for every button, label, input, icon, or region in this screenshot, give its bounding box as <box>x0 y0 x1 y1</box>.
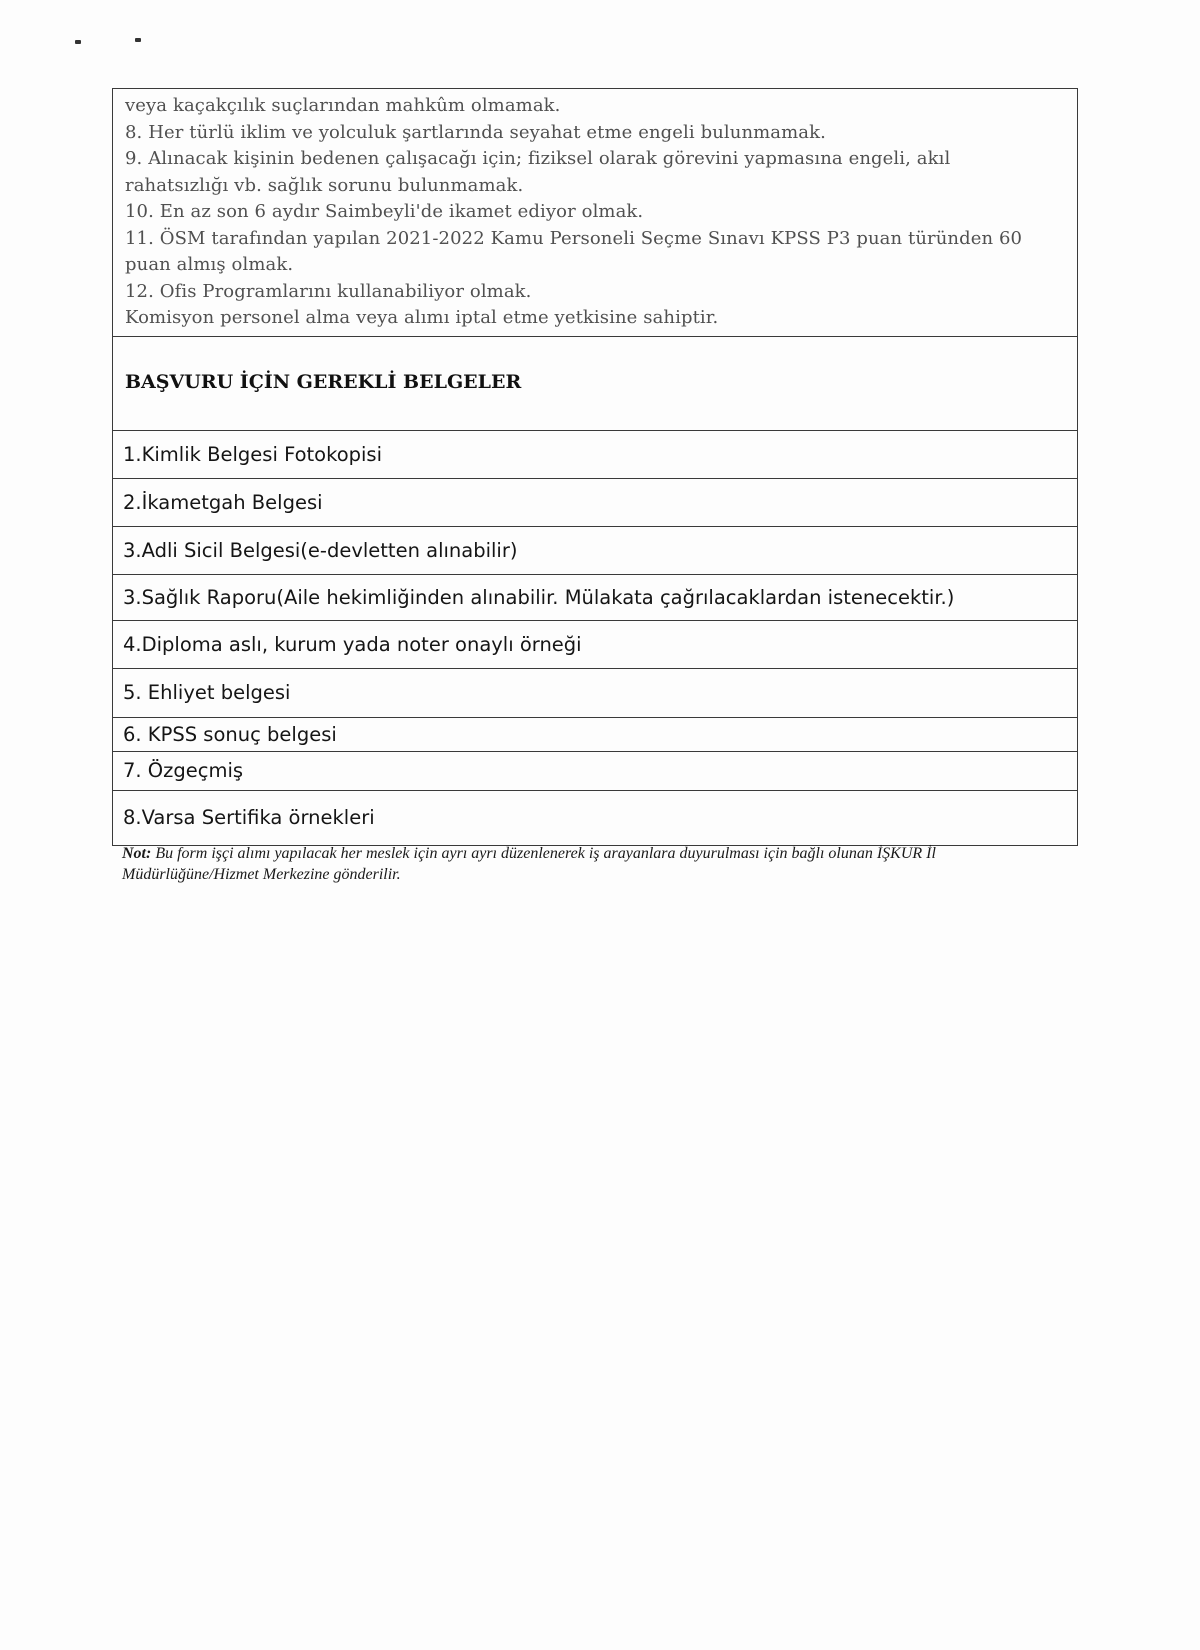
document-row <box>113 527 1077 575</box>
requirements-list <box>113 89 1077 337</box>
scan-mark <box>75 40 81 44</box>
documents-heading: BAŞVURU İÇİN GEREKLİ BELGELER <box>125 370 522 393</box>
document-item: 4.Diploma aslı, kurum yada noter onaylı örneği <box>123 632 582 656</box>
document-item: 3.Sağlık Raporu(Aile hekimliğinden alınabilir. Mülakata çağrılacaklardan istenecektir.) <box>123 585 955 609</box>
document-row <box>113 718 1077 752</box>
note-text: Müdürlüğüne/Hizmet Merkezine gönderilir. <box>122 866 401 883</box>
requirements-table <box>112 88 1078 846</box>
requirement-line: rahatsızlığı vb. sağlık sorunu bulunmamak. <box>125 174 524 196</box>
requirement-line: Komisyon personel alma veya alımı iptal etme yetkisine sahiptir. <box>125 307 719 328</box>
requirement-line: 10. En az son 6 aydır Saimbeyli'de ikamet ediyor olmak. <box>125 201 644 222</box>
document-row <box>113 431 1077 479</box>
document-row <box>113 575 1077 621</box>
requirement-line: puan almış olmak. <box>125 254 294 275</box>
document-row <box>113 791 1077 845</box>
document-row <box>113 479 1077 527</box>
requirement-line: 12. Ofis Programlarını kullanabiliyor olmak. <box>125 280 532 302</box>
requirement-line: veya kaçakçılık suçlarından mahkûm olmamak. <box>125 95 561 116</box>
document-item: 6. KPSS sonuç belgesi <box>123 722 337 746</box>
document-row <box>113 669 1077 718</box>
note-label: Not: <box>122 845 152 862</box>
document-item: 5. Ehliyet belgesi <box>123 681 291 704</box>
requirement-line: 11. ÖSM tarafından yapılan 2021-2022 Kamu Personeli Seçme Sınavı KPSS P3 puan türünden 60 <box>125 227 1023 249</box>
scan-mark <box>135 38 141 42</box>
requirement-line: 8. Her türlü iklim ve yolculuk şartlarında seyahat etme engeli bulunmamak. <box>125 121 826 143</box>
document-item: 2.İkametgah Belgesi <box>123 490 323 514</box>
document-item: 1.Kimlik Belgesi Fotokopisi <box>123 442 383 466</box>
document-item: 7. Özgeçmiş <box>123 759 244 782</box>
document-item: 3.Adli Sicil Belgesi(e-devletten alınabilir) <box>123 538 518 562</box>
documents-heading-cell <box>113 337 1077 431</box>
note-text: Bu form işçi alımı yapılacak her meslek için ayrı ayrı düzenlenerek iş arayanlara duyurulması için bağlı olunan İŞKUR İl <box>155 845 936 862</box>
requirement-line: 9. Alınacak kişinin bedenen çalışacağı için; fiziksel olarak görevini yapmasına engeli, akıl <box>125 148 951 169</box>
document-row <box>113 752 1077 791</box>
document-item: 8.Varsa Sertifika örnekleri <box>123 806 375 829</box>
footer-note <box>122 843 1102 885</box>
document-row <box>113 621 1077 669</box>
